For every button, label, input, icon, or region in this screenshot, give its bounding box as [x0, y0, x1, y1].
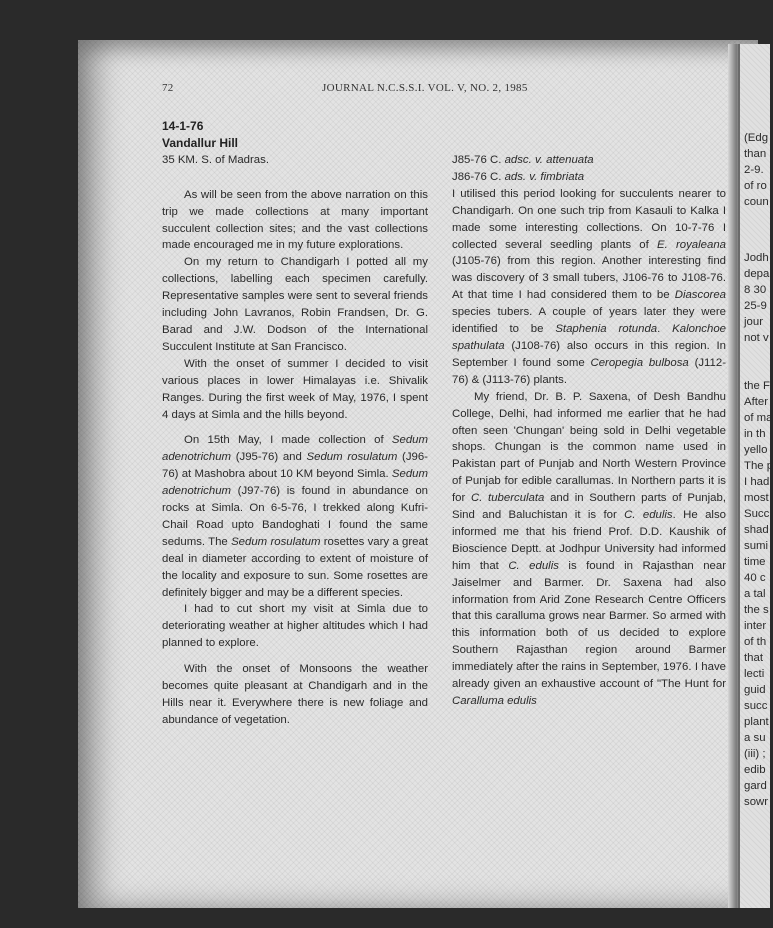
facing-page-fragment: guid — [744, 684, 766, 696]
page-number: 72 — [162, 82, 174, 94]
facing-page — [738, 44, 773, 908]
facing-page-fragment: not v — [744, 332, 769, 344]
facing-page-fragment: of ma — [744, 412, 773, 424]
facing-page-fragment: shad — [744, 524, 769, 536]
facing-page-fragment: 2-9. — [744, 164, 764, 176]
entry-location: 35 KM. S. of Madras. — [162, 153, 269, 166]
facing-page-fragment: sumi — [744, 540, 769, 552]
facing-page-fragment: The p — [744, 460, 773, 472]
paragraph: On 15th May, I made collection of Sedum adenotrichum (J95-76) and Sedum rosulatum (J96-76) at Mashobra about 10 KM beyond Simla. Sedum adenotrichum (J97-76) is found in abundance on rocks at Simla. On 6-5-76, I trekked along Kufri-Chail Road upto Bandoghati I found the same sedums. The Sedum rosulatum rosettes vary a great deal in diameter according to extent of moisture of the locality and exposure to sun. Some rosettes are definitely bigger and may be a different species. — [162, 434, 428, 599]
paragraph: With the onset of Monsoons the weather becomes quite pleasant at Chandigarh and in the Hills near it. Everywhere there is new foliage and abundance of vegetation. — [162, 663, 428, 726]
facing-page-fragment: the s — [744, 604, 769, 616]
facing-page-fragment: (iii) ; — [744, 748, 766, 760]
facing-page-fragment: Succ — [744, 508, 770, 520]
facing-page-fragment: jour — [744, 316, 763, 328]
collection-list-item: J86-76 C. ads. v. fimbriata — [452, 170, 585, 183]
facing-page-fragment: in th — [744, 428, 766, 440]
facing-page-fragment: time — [744, 556, 766, 568]
facing-page-fragment: a tal — [744, 588, 766, 600]
facing-page-fragment: lecti — [744, 668, 765, 680]
facing-page-fragment: 25-9 — [744, 300, 767, 312]
entry-place: Vandallur Hill — [162, 135, 239, 150]
paragraph: I utilised this period looking for succulents nearer to Chandigarh. On one such trip from Kasauli to Kalka I made some interesting collections. On 10-7-76 I collected several seedling plants of E. royaleana (J105-76) from this region. Another interesting find was discovery of 3 small tubers, J106-76 to J108-76. At that time I had considered them to be Diascorea species tubers. A couple of years later they were identified to be Staphenia rotunda. Kalonchoe spathulata (J108-76) also occurs in this region. In September I found some Ceropegia bulbosa (J112-76) & (J113-76) plants. — [452, 187, 727, 386]
paragraph: On my return to Chandigarh I potted all my collections, labelling each specimen carefully. Representative samples were sent to several friends including John Lavranos, Robin Frandsen, Dr. G. Barad and J.W. Dodson of the International Succulent Institute at San Francisco. — [162, 256, 428, 353]
facing-page-fragment: edib — [744, 764, 766, 776]
facing-page-fragment: Jodh — [744, 252, 769, 264]
facing-page-fragment: gard — [744, 780, 767, 792]
facing-page-fragment: After — [744, 396, 769, 408]
facing-page-fragment: sowr — [744, 796, 769, 808]
left-column — [162, 118, 428, 729]
journal-title: JOURNAL N.C.S.S.I. VOL. V, NO. 2, 1985 — [322, 82, 528, 94]
facing-page-fragment: coun — [744, 196, 769, 208]
paragraph: I had to cut short my visit at Simla due to deteriorating weather at higher altitudes which I had planned to explore. — [162, 603, 428, 650]
facing-page-fragment: of ro — [744, 180, 767, 192]
facing-page-fragment: a su — [744, 732, 766, 744]
facing-page-fragment: succ — [744, 700, 768, 712]
paragraph: With the onset of summer I decided to visit various places in lower Himalayas i.e. Shivalik Ranges. During the first week of May, 1976, I spent 4 days at Simla and the hills beyond. — [162, 357, 428, 421]
paragraph: My friend, Dr. B. P. Saxena, of Desh Bandhu College, Delhi, had informed me earlier that he had often seen 'Chungan' being sold in Delhi vegetable shops. Chungan is the common name used in Pakistan part of Punjab and North Western Province of Punjab for edible carallumas. In Northern parts it is for C. tuberculata and in Southern parts of Punjab, Sind and Baluchistan it is for C. edulis. He also informed me that his friend Prof. D.D. Kaushik of Bioscience Deptt. at Jodhpur University had informed him that C. edulis is found in Rajasthan near Jaiselmer and Barmer. Dr. Saxena had also information from Arid Zone Research Centre Officers that this caralluma grows near Barmer. So armed with this information both of us decided to explore Southern Rajasthan region around Barmer immediately after the rains in September, 1976. I have already given an exhaustive account of "The Hunt for Caralluma edulis — [452, 390, 727, 707]
facing-page-fragment: 8 30 — [744, 284, 767, 296]
facing-page-fragment: (Edg — [744, 132, 769, 144]
facing-page-fragment: most — [744, 492, 769, 504]
facing-page-fragment: than — [744, 148, 767, 160]
facing-page-fragment: the F — [744, 380, 770, 392]
collection-list-item: J85-76 C. adsc. v. attenuata — [452, 154, 594, 166]
middle-column — [452, 152, 726, 710]
facing-page-fragment: inter — [744, 620, 767, 632]
facing-page-fragment: of th — [744, 636, 767, 648]
entry-date: 14-1-76 — [162, 119, 204, 133]
paragraph: As will be seen from the above narration on this trip we made collections at many important succulent collection sites; and the vast collections made encouraged me in my future explorations. — [162, 188, 428, 252]
facing-page-fragment: I had — [744, 476, 770, 488]
facing-page-fragment: depa — [744, 268, 770, 280]
facing-page-fragment: plant — [744, 716, 769, 728]
facing-page-fragment: 40 c — [744, 572, 766, 584]
facing-page-fragment: yello — [744, 444, 768, 456]
facing-page-fragment: that — [744, 652, 763, 664]
